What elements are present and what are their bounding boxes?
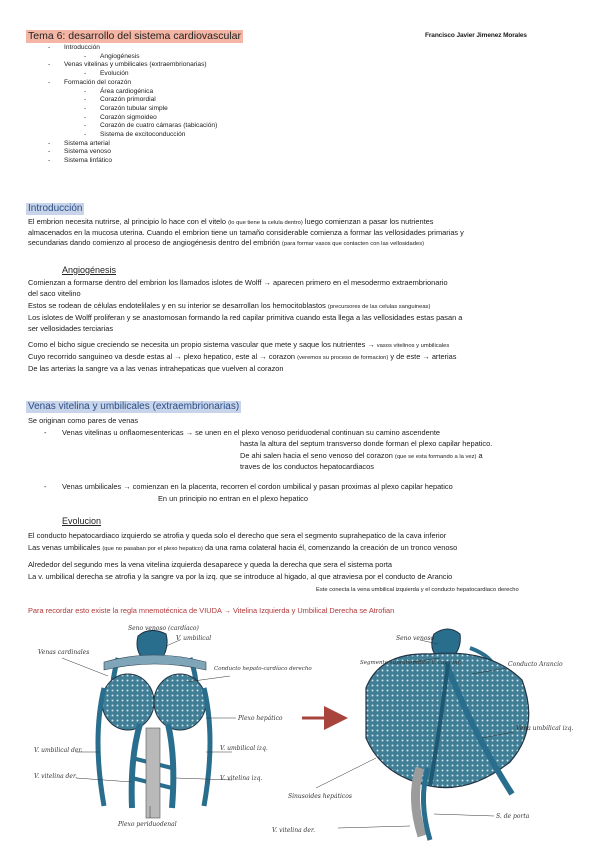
bullet-dash: - (48, 61, 51, 69)
bullet-dash: - (84, 52, 87, 60)
bullet-dash: - (84, 87, 87, 95)
toc-item: Corazón de cuatro cámaras (tabicación) (100, 122, 218, 130)
paragraph-line: Venas vitelinas u onflaomesentericas → se unen en el plexo venoso periduodenal continuan su camino ascendente (62, 428, 440, 437)
paragraph-line: secundarias dando comienzo al proceso de angiogénesis dentro del embrión (para formar vasos que contacten con las vellosidades) (28, 238, 425, 247)
toc-item: Corazón primordial (100, 96, 156, 104)
toc-item: Sistema venoso (64, 148, 111, 156)
hepatic-plexus-left-lobe (102, 674, 154, 730)
label-segmento-suprahepatico: Segmento suprahepático V. cava inf. (360, 660, 462, 666)
toc-item: Introducción (64, 44, 100, 51)
left-diagram (34, 625, 312, 828)
section-heading-introduccion: Introducción (28, 203, 83, 214)
subheading-angiogenesis: Angiogénesis (62, 265, 117, 275)
paragraph-line: hasta la altura del septum transverso donde forman el plexo capilar hepatico. (240, 439, 493, 448)
label-line (316, 758, 376, 788)
label-line (76, 778, 132, 782)
bullet-dash: - (48, 139, 51, 147)
label-conducto-hepatocardiaco: Conducto hepato-cardíaco derecho (214, 666, 312, 672)
paragraph-line: Este conecta la vena umbilical izquierda y el conducto hepatocardiaco derecho (316, 587, 519, 593)
label-v-umbilical-der: V. umbilical der. (34, 747, 83, 754)
toc-item: Sistema linfático (64, 157, 113, 165)
toc-item: Venas vitelinas y umbilicales (extraembrionarias) (64, 61, 207, 69)
bullet-dash: - (84, 104, 87, 112)
hepatic-plexus-right-lobe (154, 674, 206, 730)
paragraph-line: ser vellosidades terciarias (28, 324, 114, 333)
page-title: Tema 6: desarrollo del sistema cardiovascular (28, 30, 242, 42)
label-v-vitelina-der-right: V. vitelina der. (272, 827, 316, 834)
label-seno-venoso-cardiaco: Seno venoso (cardíaco) (128, 625, 199, 632)
paragraph-line: del saco vitelino (28, 289, 81, 298)
bullet-dash: - (84, 131, 87, 138)
label-vena-umbilical-izq: Vena umbilical izq. (516, 725, 574, 732)
bullet-dash: - (84, 122, 87, 130)
paragraph-line: El conducto hepatocardiaco izquierdo se atrofia y queda solo el derecho que sera el segmento suprahepatico de la cava inferior (28, 531, 447, 540)
paragraph-line: Se originan como pares de venas (28, 416, 139, 425)
paragraph-line: Cuyo recorrido sanguineo va desde estas al → plexo hepatico, este al → corazon (veremos su proceso de formacion) y de este → arterias (28, 352, 457, 361)
label-conducto-arancio: Conducto Arancio (508, 661, 563, 668)
vitelline-vein-left (132, 724, 140, 808)
label-sist-porta: S. de porta (496, 813, 530, 820)
vascular-evolution-figure (0, 618, 600, 848)
paragraph-line: De ahi salen hacia el seno venoso del corazon (que se esta formando a la vez) a (240, 451, 483, 460)
toc-item: Corazón sigmoideo (100, 113, 157, 121)
bullet-dash: - (44, 428, 47, 437)
toc-item: Angiogénesis (100, 52, 140, 60)
label-v-vitelina-izq: V. vitelina izq. (220, 775, 263, 782)
bullet-dash: - (84, 96, 87, 104)
toc-item: Formación del corazón (64, 78, 132, 86)
label-line (434, 814, 494, 816)
toc-item: Sistema de excitoconducción (100, 131, 186, 138)
paragraph-line: traves de los conductos hepatocardiacos (240, 462, 374, 471)
bullet-dash: - (84, 70, 87, 78)
mnemonic-rule: Para recordar esto existe la regla mnemotécnica de VIUDA → Vitelina Izquierda y Umbilical Derecha se Atrofian (28, 606, 395, 615)
paragraph-line: Venas umbilicales → comienzan en la placenta, recorren el cordon umbilical y pasan proximas al plexo capilar hepatico (62, 482, 453, 491)
gut-tube (146, 728, 160, 818)
label-line (62, 658, 108, 676)
bullet-dash: - (48, 157, 51, 165)
bullet-dash: - (44, 482, 47, 491)
label-line (338, 826, 410, 828)
paragraph-line: Los islotes de Wolff proliferan y se anastomosan formando la red capilar primitiva cuando esta llega a las vellosidades estas pasan a (28, 313, 463, 322)
umbilical-vein-right (204, 688, 210, 806)
label-plexo-periduodenal: Plexo periduodenal (118, 821, 177, 828)
label-venas-cardinales: Venas cardinales (38, 649, 90, 656)
bullet-dash: - (48, 78, 51, 86)
subheading-evolucion: Evolucion (62, 516, 102, 526)
label-v-umbilical-izq: V. umbilical izq. (220, 745, 268, 752)
paragraph-line: El embrion necesita nutrirse, al principio lo hace con el vitelo (lo que tiene la celula dentro) luego comienzan a pasar los nutrientes (28, 217, 434, 226)
paragraph-line: Las venas umbilicales (que no pasaban por el plexo hepatico) da una rama colateral hacia él, comenzando la creación de un tronco venoso (28, 543, 458, 552)
toc-item: Corazón tubular simple (100, 104, 168, 112)
umbilical-vein-left (98, 688, 104, 806)
paragraph-line: almacenados en la mucosa uterina. Cuando el embrion tiene un tamaño considerable comienza a formar las vellosidades primarias y (28, 227, 464, 237)
section-heading-venas: Venas vitelina y umbilicales (extraembrionarias) (28, 401, 240, 412)
paragraph-line: En un principio no entran en el plexo hepatico (158, 494, 308, 503)
bullet-dash: - (48, 148, 51, 156)
label-seno-venoso: Seno venoso (396, 635, 435, 642)
label-v-vitelina-der: V. vitelina der. (34, 773, 78, 780)
paragraph-line: Alrededor del segundo mes la vena vitelina izquierda desaparece y queda la derecha que sera el sistema porta (28, 560, 393, 569)
toc-item: Sistema arterial (64, 139, 110, 147)
toc-item: Evolución (100, 70, 129, 78)
paragraph-line: La v. umbilical derecha se atrofia y la sangre va por la izq. que se introduce al higado, al que atraviesa por el conducto de Arancio (28, 572, 453, 581)
author-name: Francisco Javier Jimenez Morales (425, 32, 527, 39)
label-plexo-hepatico: Plexo hepático (238, 715, 283, 722)
paragraph-line: De las arterias la sangre va a las venas intrahepaticas que vuelven al corazon (28, 364, 284, 373)
label-sinusoides-hepaticos: Sinusoides hepáticos (288, 793, 352, 800)
bullet-dash: - (84, 113, 87, 121)
paragraph-line: Comienzan a formarse dentro del embrion los llamados islotes de Wolff → aparecen primero en el mesodermo extraembrionario (28, 278, 448, 287)
right-diagram (272, 629, 574, 840)
paragraph-line: Estos se rodean de células endotelilales y en su interior se desarrollan los hemocitoblastos (precursores de las celulas sanguineas) (28, 301, 431, 310)
label-v-umbilical: V. umbilical (176, 635, 212, 642)
paragraph-line: Como el bicho sigue creciendo se necesita un propio sistema vascular que mete y saque los nutrientes → vasos vitelinos y umbilicales (28, 340, 450, 349)
bullet-dash: - (48, 44, 51, 51)
toc-item: Área cardiogénica (100, 87, 154, 95)
